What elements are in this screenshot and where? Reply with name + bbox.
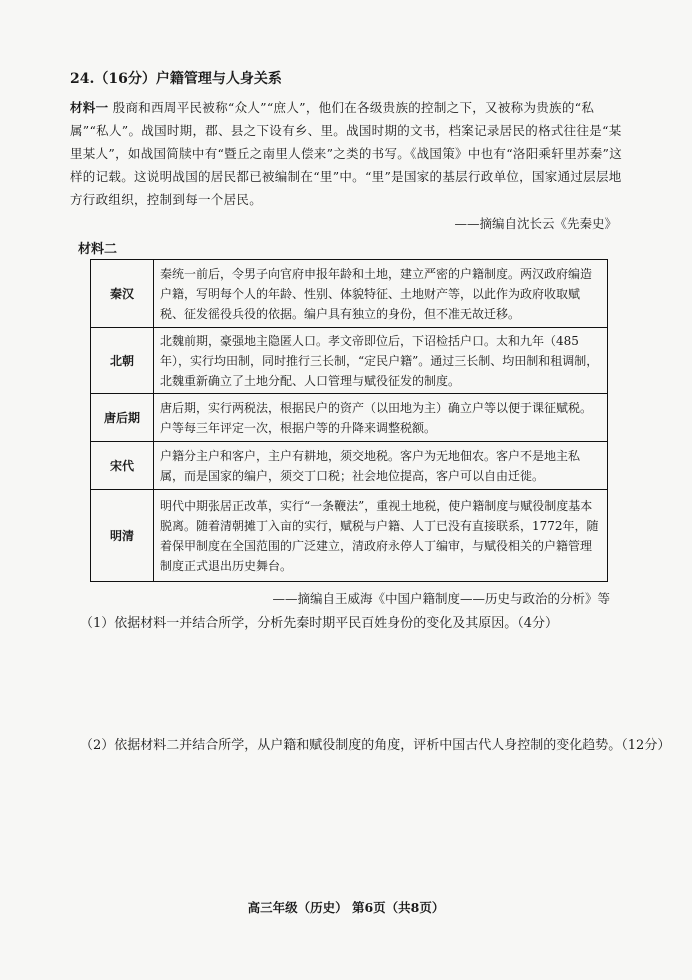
- era-cell: 明清: [91, 490, 154, 582]
- material-two-table: [90, 259, 608, 582]
- subquestion-1: （1）依据材料一并结合所学，分析先秦时期平民百姓身份的变化及其原因。（4分）: [80, 616, 559, 631]
- description-cell: 秦统一前后，令男子向官府申报年龄和土地，建立严密的户籍制度。两汉政府编造户籍，写明每个人的年龄、性别、体貌特征、土地财产等，以此作为政府收取赋税、征发徭役兵役的依据。编户具有独立的身份，但不准无故迁移。: [154, 260, 608, 328]
- description-cell: 唐后期，实行两税法，根据民户的资产（以田地为主）确立户等以便于课征赋税。户等每三年评定一次，根据户等的升降来调整税额。: [154, 394, 608, 442]
- table-row: [91, 490, 608, 582]
- material-one-label: 材料一: [70, 100, 109, 115]
- material-two-source: ——摘编自王威海《中国户籍制度——历史与政治的分析》等: [272, 591, 610, 606]
- page-footer: 高三年级（历史） 第6页（共8页）: [247, 900, 445, 915]
- description-cell: 户籍分主户和客户，主户有耕地，须交地税。客户为无地佃农。客户不是地主私属，而是国家的编户，须交丁口税；社会地位提高，客户可以自由迁徙。: [154, 442, 608, 490]
- material-one: [70, 96, 622, 211]
- era-cell: 宋代: [91, 442, 154, 490]
- era-cell: 唐后期: [91, 394, 154, 442]
- era-cell: 秦汉: [91, 260, 154, 328]
- material-one-text: 殷商和西周平民被称“众人”“庶人”，他们在各级贵族的控制之下，又被称为贵族的“私属”“私人”。战国时期，郡、县之下设有乡、里。战国时期的文书，档案记录居民的格式往往是“某里某人”，如战国简牍中有“暨丘之南里人偿来”之类的书写。《战国策》中也有“洛阳乘轩里苏秦”这样的记载。这说明战国的居民都已被编制在“里”中。“里”是国家的基层行政单位，国家通过层层地方行政组织，控制到每一个居民。: [70, 100, 623, 207]
- question-title: 24.（16分）户籍管理与人身关系: [70, 71, 282, 87]
- table-row: [91, 328, 608, 394]
- material-one-source: ——摘编自沈长云《先秦史》: [454, 216, 617, 231]
- subquestion-2: （2）依据材料二并结合所学，从户籍和赋役制度的角度，评析中国古代人身控制的变化趋势。（12分）: [80, 738, 671, 753]
- table-row: [91, 394, 608, 442]
- material-two-label: 材料二: [78, 242, 118, 257]
- description-cell: 明代中期张居正改革，实行“一条鞭法”，重视土地税，使户籍制度与赋役制度基本脱离。随着清朝摊丁入亩的实行，赋税与户籍、人丁已没有直接联系，1772年，随着保甲制度在全国范围的广泛建立，清政府永停人丁编审，与赋役相关的户籍管理制度正式退出历史舞台。: [154, 490, 608, 582]
- era-cell: 北朝: [91, 328, 154, 394]
- table-row: [91, 260, 608, 328]
- table-row: [91, 442, 608, 490]
- description-cell: 北魏前期，豪强地主隐匿人口。孝文帝即位后，下诏检括户口。太和九年（485年），实行均田制，同时推行三长制，“定民户籍”。通过三长制、均田制和租调制，北魏重新确立了土地分配、人口管理与赋役征发的制度。: [154, 328, 608, 394]
